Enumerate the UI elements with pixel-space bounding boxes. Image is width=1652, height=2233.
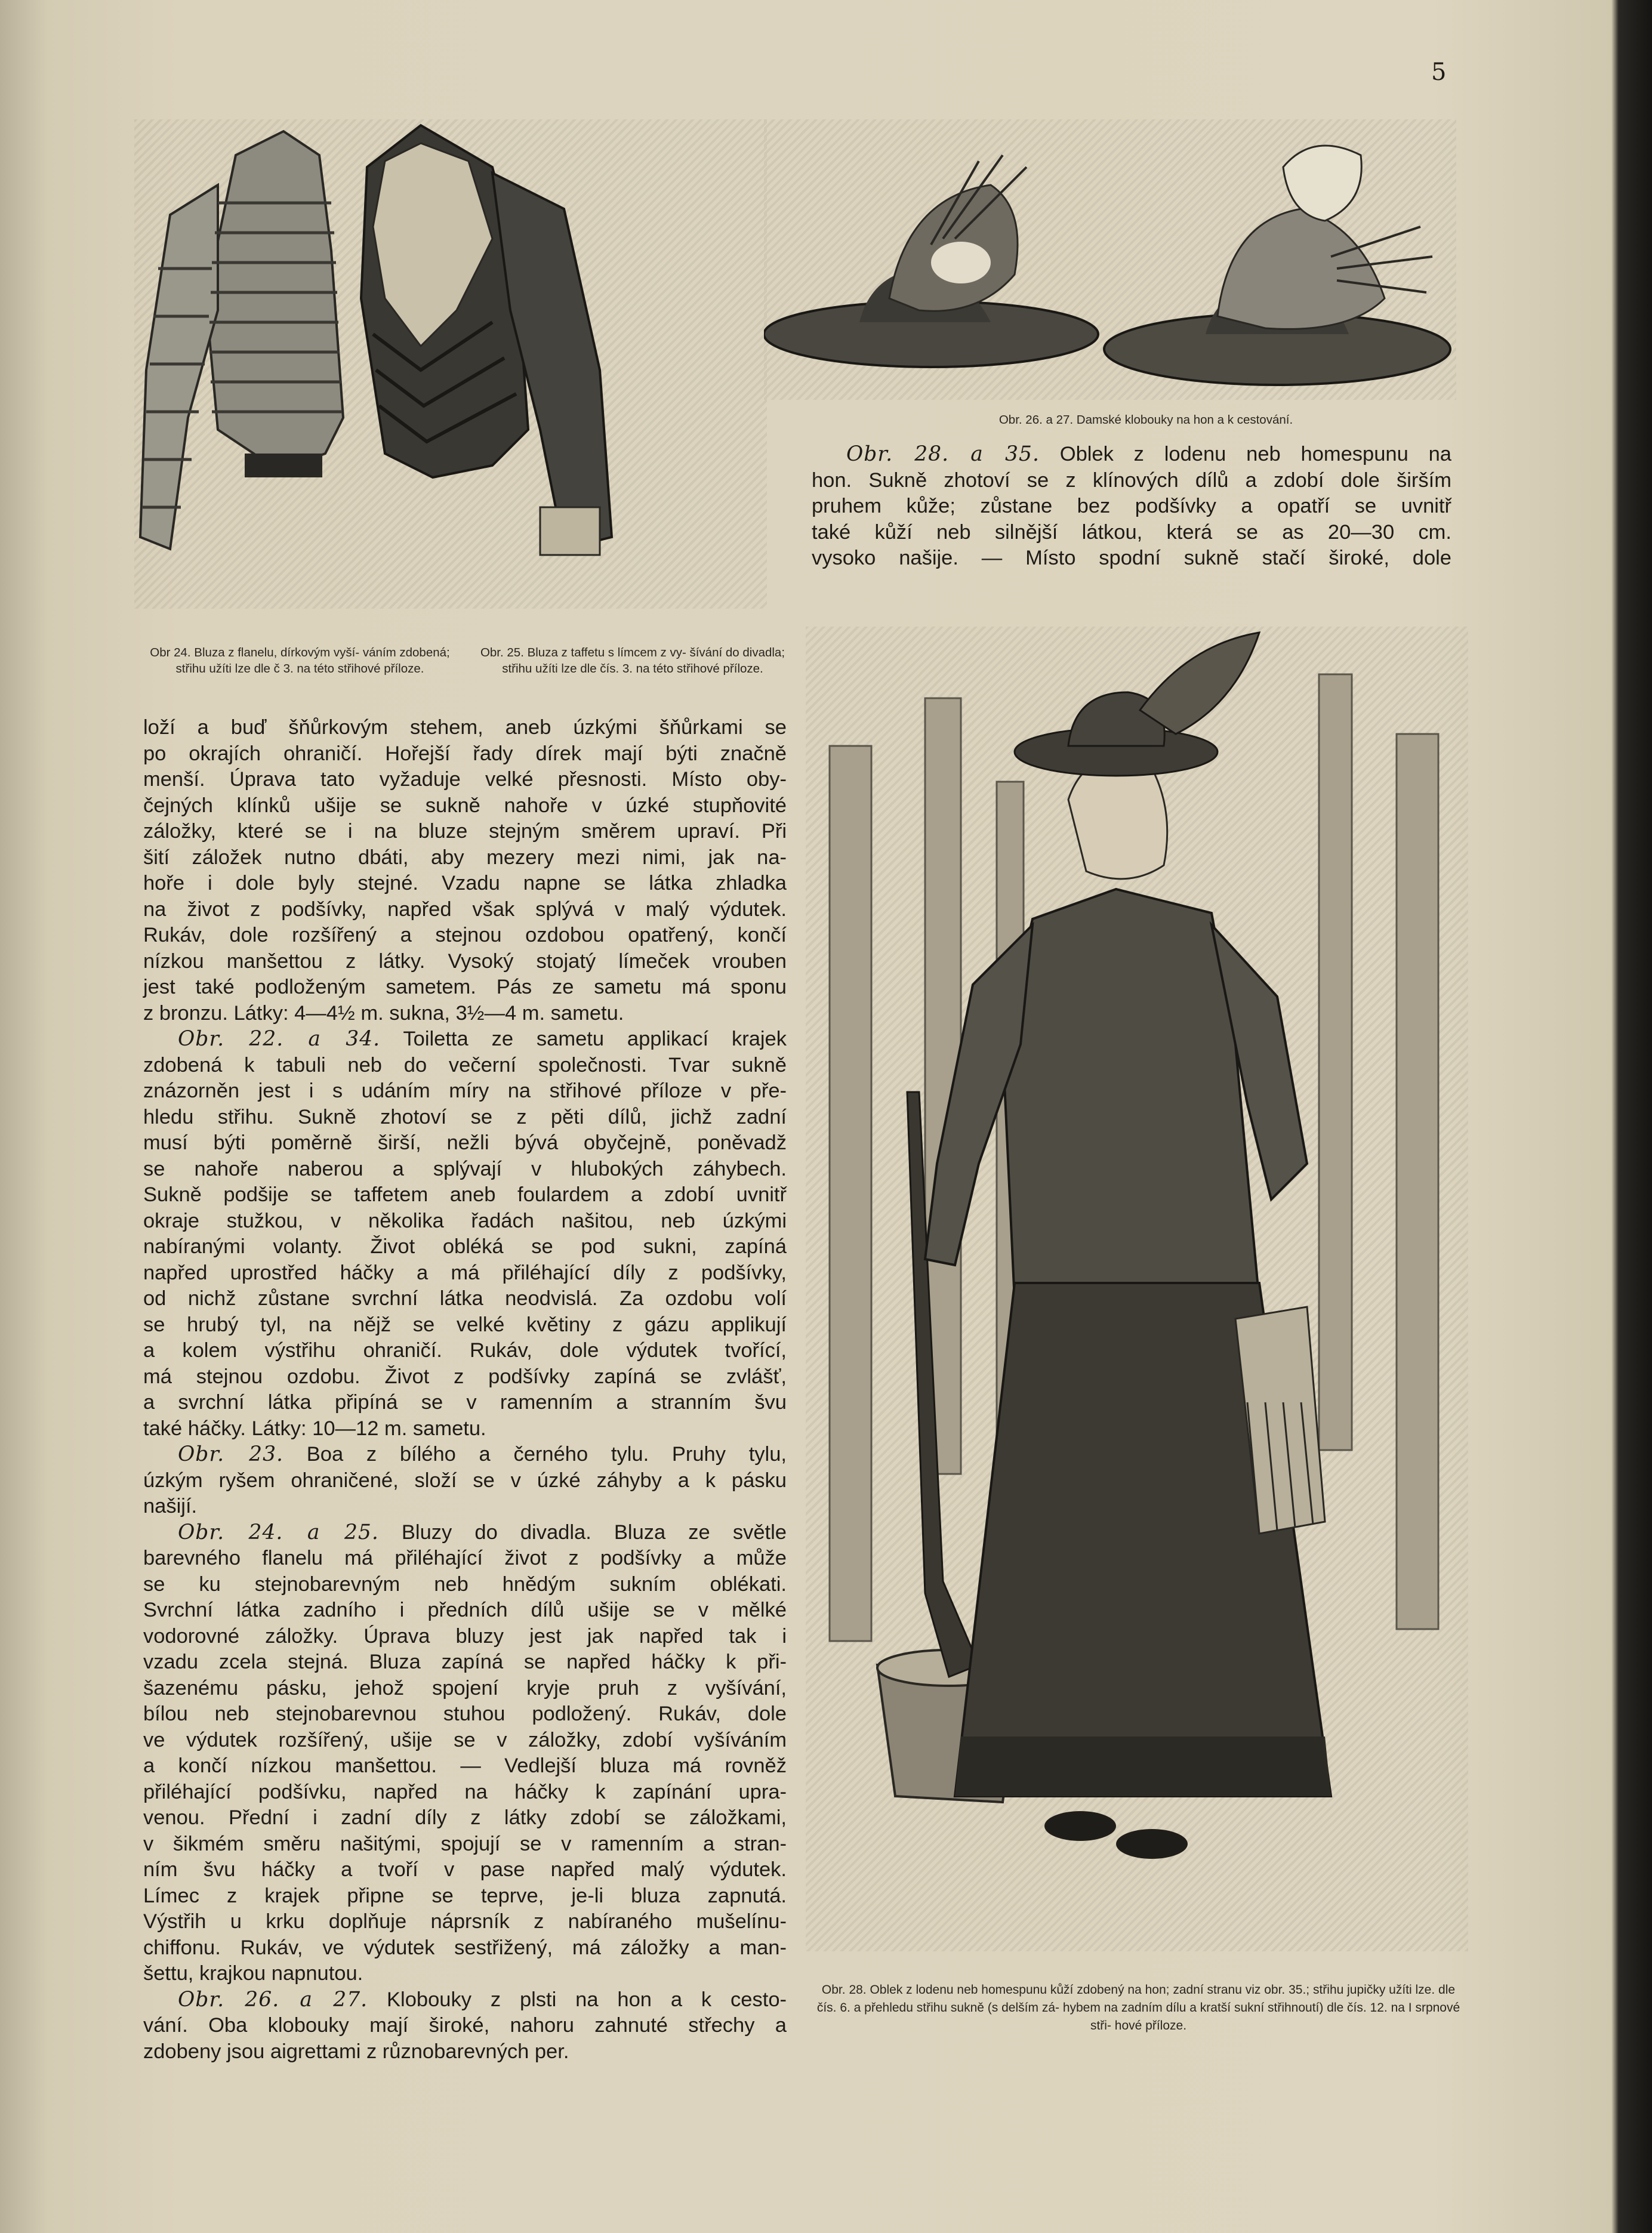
- text-line: a svrchní látka připíná se v ramenním a stranním švu: [143, 1391, 787, 1414]
- text-line: a kolem výstřihu ohraničí. Rukáv, dole výdutek tvořící,: [143, 1339, 787, 1362]
- text-line: venou. Přední i zadní díly z látky zdobí se záložkami,: [143, 1806, 787, 1829]
- figure-reference: Obr. 22. a 34.: [178, 1027, 381, 1051]
- blouses-illustration: [134, 119, 767, 609]
- figure-reference: Obr. 26. a 27.: [178, 1987, 368, 2012]
- text-line: menší. Úprava tato vyžaduje velké přesnosti. Místo oby-: [143, 768, 787, 791]
- text-line: hledu střihu. Sukně zhotoví se z pěti dílů, jichž zadní: [143, 1105, 787, 1128]
- text-line: v šikmém směru našitými, spojují se v ramenním a stran-: [143, 1832, 787, 1855]
- text-line: Sukně podšije se taffetem aneb foulardem a zdobí uvnitř: [143, 1183, 787, 1206]
- text-line: hoře i dole byly stejné. Vzadu napne se látka zhladka: [143, 872, 787, 895]
- text-line: chiffonu. Rukáv, ve výdutek sestřižený, má záložky a man-: [143, 1936, 787, 1959]
- text-line: na život z podšívky, napřed však splývá v malý výdutek.: [143, 897, 787, 921]
- text-line: také kůží neb silnější látkou, která se as 20—30 cm.: [812, 520, 1451, 544]
- text-line: Rukáv, dole rozšířený a stejnou ozdobou opatřený, končí: [143, 924, 787, 946]
- text-line: také háčky. Látky: 10—12 m. sametu.: [143, 1417, 486, 1440]
- text-line: a končí nízkou manšettou. — Vedlejší bluza má rovněž: [143, 1754, 787, 1777]
- text-line: nabíranými volanty. Život obléká se pod sukni, zapíná: [143, 1235, 787, 1258]
- text-line: ve výdutek rozšířený, ušije se v záložky, zdobí vyšíváním: [143, 1728, 787, 1751]
- text-line: má stejnou ozdobu. Život z podšívky zapíná se zvlášť,: [143, 1365, 787, 1388]
- text-line: bílou neb stejnobarevnou stuhou podložený. Rukáv, dole: [143, 1702, 787, 1725]
- woman-figure: [925, 633, 1331, 1859]
- page-number: 5: [1431, 58, 1447, 86]
- text-line: se hrubý tyl, na nějž se velké květiny z gázu applikují: [143, 1313, 787, 1336]
- text-line: vodorovné záložky. Úprava bluzy jest jak napřed tak i: [143, 1624, 787, 1648]
- fig26-27-caption: Obr. 26. a 27. Damské klobouky na hon a k cestování.: [998, 413, 1293, 427]
- blouses-drawing: [134, 119, 767, 609]
- text-line: se nahoře naberou a splývají v hlubokých záhybech.: [143, 1157, 787, 1180]
- text-line: Obr. 28. a 35. Oblek z lodenu neb homespunu na: [812, 442, 1451, 468]
- text-line: Obr. 22. a 34. Toiletta ze sametu applikací krajek: [178, 1027, 787, 1051]
- figure-reference: Obr. 28. a 35.: [846, 442, 1040, 466]
- text-line: vysoko našije. — Místo spodní sukně stačí široké, dole: [812, 547, 1451, 569]
- text-line: zdobená k tabuli neb do večerní společnosti. Tvar sukně: [143, 1053, 787, 1077]
- text-line: se ku stejnobarevným neb hnědým sukním oblékati.: [143, 1572, 787, 1596]
- left-text-column: [143, 715, 787, 2065]
- striped-blouse-figure: [140, 131, 343, 549]
- figure-reference: Obr. 23.: [178, 1442, 284, 1466]
- text-line: napřed uprostřed háčky a má přiléhající díly z podšívky,: [143, 1261, 787, 1284]
- text-line: barevného flanelu má přiléhající život z podšívky a může: [143, 1547, 787, 1569]
- text-line: vzadu zcela stejná. Bluza zapíná se napřed háčky k při-: [143, 1651, 787, 1673]
- text-line: Svrchní látka zadního i předních dílů ušije se v mělké: [143, 1599, 787, 1621]
- fig28-caption: Obr. 28. Oblek z lodenu neb homespunu kůží zdobený na hon; zadní stranu viz obr. 35.; střihu jupičky užíti lze. dle čís. 6. a přehledu střihu sukně (s delším zá- hybem na zadním dílu a kratší sukní střihnoutí) dle čís. 12. na I srpnové stři- hové příloze.: [816, 1983, 1460, 2032]
- hat-left: [764, 155, 1098, 367]
- hunting-costume-illustration: [806, 627, 1468, 1951]
- hats-illustration: [764, 119, 1456, 400]
- text-line: hon. Sukně zhotoví se z klínových dílů a zdobí dole širším: [812, 468, 1451, 492]
- text-line: nízkou manšettou z látky. Vysoký stojatý límeček vrouben: [143, 949, 787, 973]
- text-line: z bronzu. Látky: 4—4½ m. sukna, 3½—4 m. sametu.: [143, 1001, 624, 1025]
- text-line: jest také podloženým sametem. Pás ze sametu má sponu: [143, 976, 787, 998]
- text-line: loží a buď šňůrkovým stehem, aneb úzkými šňůrkami se: [143, 716, 787, 739]
- text-line: šazenému pásku, jehož spojení kryje pruh z vyšívání,: [143, 1676, 787, 1700]
- fig25-caption: Obr. 25. Bluza z taffetu s límcem z vy- šívání do divadla; střihu užíti lze dle čís. 3. na této střihové příloze.: [480, 646, 785, 676]
- text-line: šettu, krajkou napnutou.: [143, 1962, 363, 1985]
- text-line: znázorněn jest i s udáním míry na střihové příloze v pře-: [143, 1080, 787, 1102]
- right-top-text: [812, 442, 1451, 572]
- text-line: Obr. 26. a 27. Klobouky z plsti na hon a k cesto-: [178, 1987, 787, 2012]
- text-line: přiléhající podšívku, napřed na háčky k zapínání upra-: [143, 1780, 787, 1803]
- text-line: Obr. 24. a 25. Bluzy do divadla. Bluza ze světle: [178, 1520, 787, 1544]
- text-line: pruhem kůže; zůstane bez podšívky a opatří se uvnitř: [812, 495, 1451, 517]
- text-line: okraje stužkou, v několika řadách našitou, neb úzkými: [143, 1209, 787, 1232]
- text-line: Obr. 23. Boa z bílého a černého tylu. Pruhy tylu,: [178, 1442, 787, 1466]
- hunting-costume-drawing: [806, 627, 1468, 1951]
- hat-right: [1104, 146, 1450, 385]
- text-line: Výstřih u krku doplňuje náprsník z nabíraného mušelínu-: [143, 1910, 787, 1933]
- text-line: našijí.: [143, 1495, 198, 1518]
- text-line: od nichž zůstane svrchní látka neodvislá. Za ozdobu volí: [143, 1287, 787, 1310]
- figure-reference: Obr. 24. a 25.: [178, 1520, 379, 1544]
- text-line: vání. Oba klobouky mají široké, nahoru zahnuté střechy a: [143, 2014, 787, 2037]
- text-line: musí býti poměrně širší, nežli bývá obyčejně, poněvadž: [143, 1131, 787, 1154]
- text-line: šití záložek nutno dbáti, aby mezery mezi nimi, jak na-: [143, 846, 787, 869]
- fig24-caption: Obr 24. Bluza z flanelu, dírkovým vyší- váním zdobená; střihu užíti lze dle č 3. na této střihové příloze.: [150, 646, 450, 676]
- text-line: ním švu háčky a tvoří v pase napřed malý výdutek.: [143, 1858, 787, 1881]
- text-line: zdobeny jsou aigrettami z různobarevných per.: [143, 2040, 569, 2063]
- text-line: úzkým ryšem ohraničené, složí se v úzké záhyby a k pásku: [143, 1469, 787, 1492]
- hats-drawing: [764, 119, 1456, 400]
- text-line: záložky, které se i na bluze stejným směrem upraví. Při: [143, 820, 787, 843]
- text-line: po okrajích ohraničí. Hořejší řady dírek mají býti značně: [143, 742, 787, 765]
- text-line: Límec z krajek připne se teprve, je-li bluza zapnutá.: [143, 1884, 787, 1907]
- text-line: čejných klínků ušije se sukně nahoře v úzké stupňovité: [143, 794, 787, 817]
- lace-blouse-figure: [361, 125, 612, 555]
